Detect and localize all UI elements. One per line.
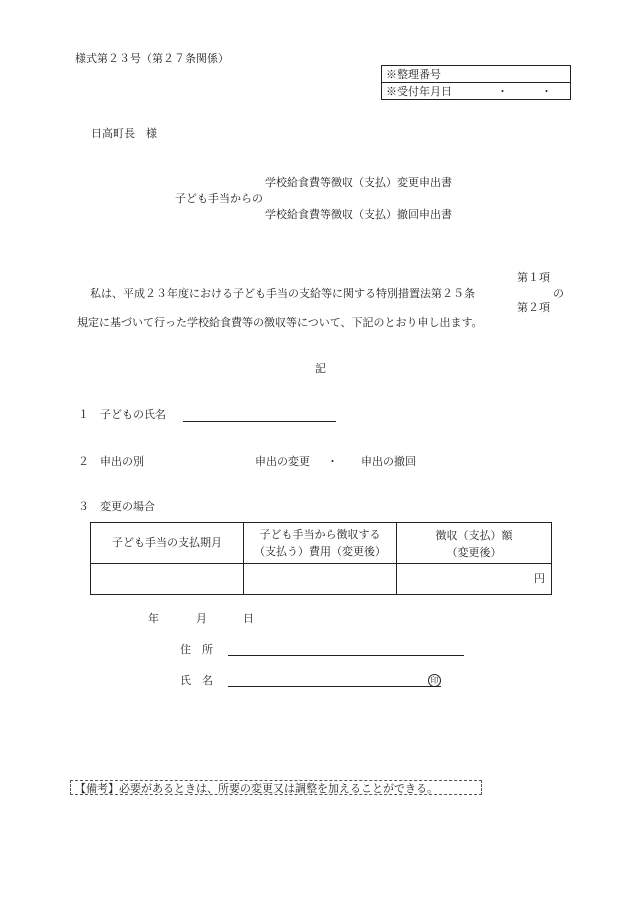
body-line-1-suffix: の: [553, 287, 564, 300]
registration-box: [381, 65, 571, 100]
name-label: 氏 名: [180, 674, 213, 687]
header-amount: 徴収（支払）額 （変更後）: [397, 523, 552, 564]
body-line-2: 規定に基づいて行った学校給食費等の徴収等について、下記のとおり申し出ます。: [77, 316, 483, 329]
child-name-label: １ 子どもの氏名: [78, 408, 166, 421]
address-field[interactable]: [228, 655, 464, 656]
request-type-separator: ・: [327, 455, 338, 468]
cost-cell[interactable]: [244, 564, 397, 595]
title-option-withdraw: 学校給食費等徴収（支払）撤回申出書: [265, 208, 452, 221]
change-table: [90, 522, 552, 595]
date-year: 年: [148, 612, 159, 625]
amount-cell[interactable]: [397, 564, 552, 595]
received-date-dots: ・ ・: [497, 85, 552, 98]
seal-mark-text: 印: [430, 676, 439, 685]
received-date-row: [382, 83, 571, 100]
form-number: 様式第２３号（第２７条関係）: [75, 52, 229, 65]
ref-number-label: ※整理番号: [382, 66, 571, 83]
yen-unit: 円: [534, 572, 545, 586]
seal-mark: [428, 674, 441, 687]
clause-1: 第１項: [517, 271, 550, 284]
request-type-label: ２ 申出の別: [78, 455, 144, 468]
header-payment-month: 子ども手当の支払期月: [91, 523, 244, 564]
request-type-change[interactable]: 申出の変更: [255, 455, 310, 468]
address-label: 住 所: [180, 643, 213, 656]
remark-note: 【備考】必要があるときは、所要の変更又は調整を加えることができる。: [70, 780, 482, 795]
received-date-label: ※受付年月日: [386, 85, 452, 98]
date-month: 月: [196, 612, 207, 625]
title-prefix: 子ども手当からの: [175, 192, 263, 205]
payment-month-cell[interactable]: [91, 564, 244, 595]
ki-heading: 記: [315, 362, 326, 375]
date-day: 日: [243, 612, 254, 625]
clause-2: 第２項: [517, 301, 550, 314]
name-field[interactable]: [228, 686, 441, 687]
header-cost: 子ども手当から徴収する （支払う）費用（変更後）: [244, 523, 397, 564]
request-type-withdraw[interactable]: 申出の撤回: [361, 455, 416, 468]
child-name-field[interactable]: [183, 421, 336, 422]
addressee: 日高町長 様: [91, 127, 157, 140]
body-line-1: 私は、平成２３年度における子ども手当の支給等に関する特別措置法第２５条: [90, 287, 475, 300]
change-case-label: ３ 変更の場合: [78, 500, 155, 513]
title-option-change: 学校給食費等徴収（支払）変更申出書: [265, 176, 452, 189]
